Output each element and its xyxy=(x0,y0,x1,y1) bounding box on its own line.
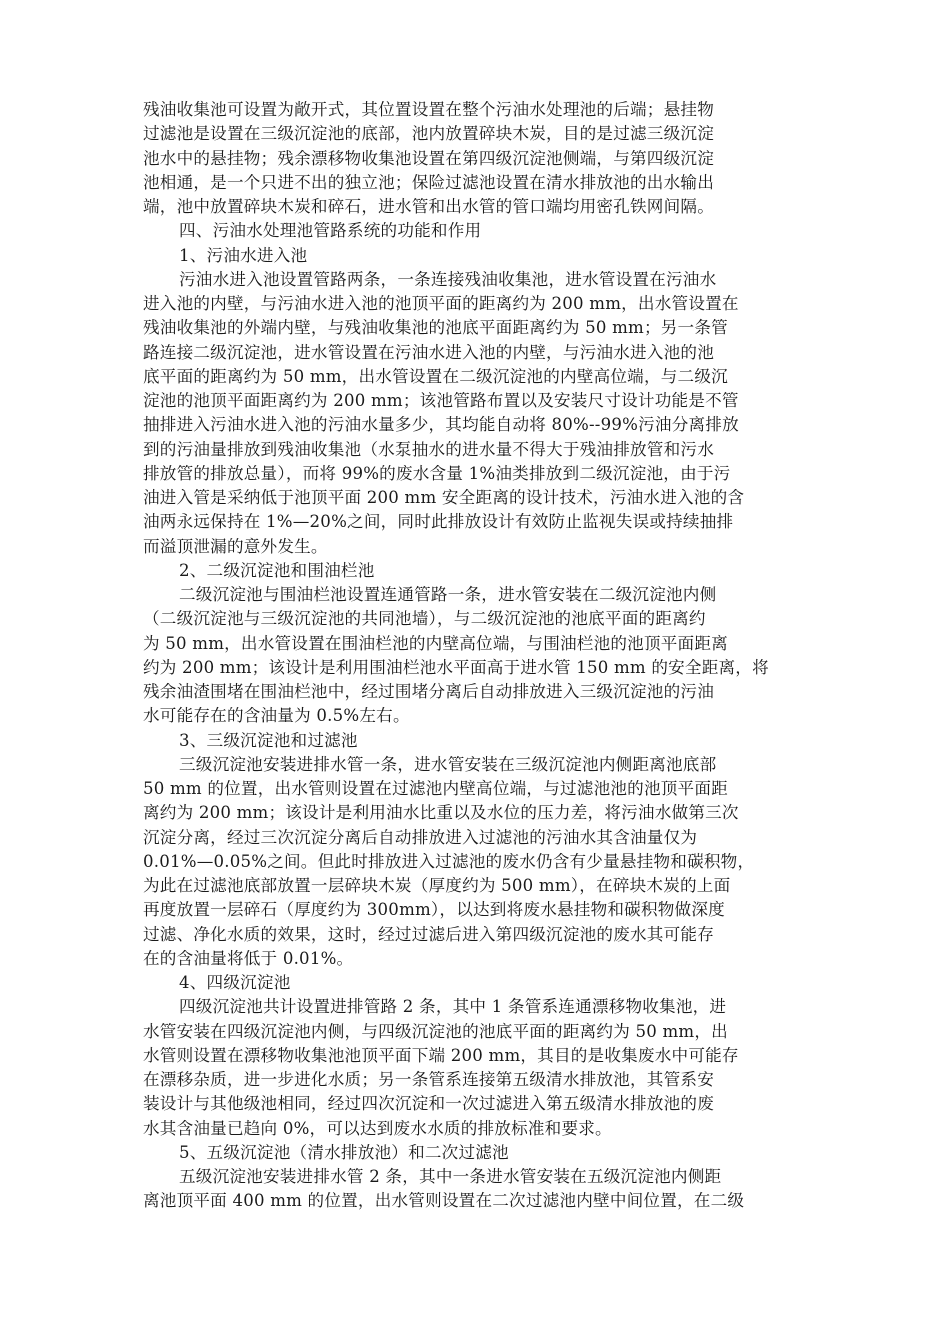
text-line: 50 mm 的位置，出水管则设置在过滤池内壁高位端，与过滤池池的池顶平面距 xyxy=(143,779,728,798)
text-line: 端，池中放置碎块木炭和碎石，进水管和出水管的管口端均用密孔铁网间隔。 xyxy=(143,197,714,216)
text-line: 5、五级沉淀池（清水排放池）和二次过滤池 xyxy=(179,1142,509,1162)
text-line: 4、四级沉淀池 xyxy=(179,973,291,992)
text-line: 过滤池是设置在三级沉淀池的底部，池内放置碎块木炭，目的是过滤三级沉淀 xyxy=(143,124,714,144)
text-line: 0.01%—0.05%之间。但此时排放进入过滤池的废水仍含有少量悬挂物和碳积物， xyxy=(143,851,755,871)
text-line: 水管则设置在漂移物收集池池顶平面下端 200 mm，其目的是收集废水中可能存 xyxy=(143,1045,739,1065)
text-line: 离池顶平面 400 mm 的位置，出水管则设置在二次过滤池内壁中间位置，在二级 xyxy=(143,1191,745,1211)
body-paragraph xyxy=(143,583,811,729)
text-line: 四、污油水处理池管路系统的功能和作用 xyxy=(179,221,482,241)
text-line: 过滤、净化水质的效果，这时，经过过滤后进入第四级沉淀池的废水其可能存 xyxy=(143,924,714,944)
text-line: 残油收集池可设置为敞开式，其位置设置在整个污油水处理池的后端；悬挂物 xyxy=(143,100,714,119)
text-line: 五级沉淀池安装进排水管 2 条，其中一条进水管安装在五级沉淀池内侧距 xyxy=(179,1167,722,1186)
body-paragraph xyxy=(143,268,811,559)
text-line: 约为 200 mm；该设计是利用围油栏池水平面高于进水管 150 mm 的安全距离，将 xyxy=(143,657,769,677)
section-heading xyxy=(143,559,811,583)
text-line: 水管安装在四级沉淀池内侧，与四级沉淀池的池底平面的距离约为 50 mm，出 xyxy=(143,1021,728,1041)
text-line: 水可能存在的含油量为 0.5%左右。 xyxy=(143,706,410,726)
document-body xyxy=(143,98,811,1214)
text-line: 污油水进入池设置管路两条，一条连接残油收集池，进水管设置在污油水 xyxy=(179,269,717,289)
section-heading xyxy=(143,244,811,268)
text-line: 离约为 200 mm；该设计是利用油水比重以及水位的压力差，将污油水做第三次 xyxy=(143,803,739,823)
text-line: 残余油渣围堵在围油栏池中，经过围堵分离后自动排放进入三级沉淀池的污油 xyxy=(143,682,714,701)
text-line: 油进入管是采纳低于池顶平面 200 mm 安全距离的设计技术，污油水进入池的含 xyxy=(143,488,745,507)
text-line: 路连接二级沉淀池，进水管设置在污油水进入池的内壁，与污油水进入池的池 xyxy=(143,342,714,362)
document-page xyxy=(143,98,811,1214)
body-paragraph xyxy=(143,753,811,971)
text-line: 水其含油量已趋向 0%，可以达到废水水质的排放标准和要求。 xyxy=(143,1118,612,1138)
text-line: 池相通，是一个只进不出的独立池；保险过滤池设置在清水排放池的出水输出 xyxy=(143,172,714,192)
section-heading xyxy=(143,729,811,753)
section-heading xyxy=(143,219,811,243)
text-line: 淀池的池顶平面距离约为 200 mm；该池管路布置以及安装尺寸设计功能是不管 xyxy=(143,391,739,410)
text-line: 油两永远保持在 1%—20%之间，同时此排放设计有效防止监视失误或持续抽排 xyxy=(143,512,734,532)
text-line: 池水中的悬挂物；残余漂移物收集池设置在第四级沉淀池侧端，与第四级沉淀 xyxy=(143,148,714,168)
text-line: 底平面的距离约为 50 mm，出水管设置在二级沉淀池的内壁高位端，与二级沉 xyxy=(143,366,728,386)
text-line: 二级沉淀池与围油栏池设置连通管路一条，进水管安装在二级沉淀池内侧 xyxy=(179,585,717,604)
text-line: 再度放置一层碎石（厚度约为 300mm），以达到将废水悬挂物和碳积物做深度 xyxy=(143,900,725,920)
text-line: 为此在过滤池底部放置一层碎块木炭（厚度约为 500 mm），在碎块木炭的上面 xyxy=(143,876,731,895)
text-line: 沉淀分离，经过三次沉淀分离后自动排放进入过滤池的污油水其含油量仅为 xyxy=(143,827,698,847)
text-line: 2、二级沉淀池和围油栏池 xyxy=(179,560,375,580)
text-line: 抽排进入污油水进入池的污油水量多少，其均能自动将 80%--99%污油分离排放 xyxy=(143,415,739,435)
text-line: 进入池的内壁，与污油水进入池的池顶平面的距离约为 200 mm，出水管设置在 xyxy=(143,294,739,313)
text-line: 在漂移杂质，进一步进化水质；另一条管系连接第五级清水排放池，其管系安 xyxy=(143,1070,714,1089)
text-line: 三级沉淀池安装进排水管一条，进水管安装在三级沉淀池内侧距离池底部 xyxy=(179,754,717,774)
text-line: 残油收集池的外端内壁，与残油收集池的池底平面距离约为 50 mm；另一条管 xyxy=(143,318,728,338)
text-line: 3、三级沉淀池和过滤池 xyxy=(179,730,358,750)
text-line: 四级沉淀池共计设置进排管路 2 条，其中 1 条管系连通漂移物收集池，进 xyxy=(179,997,727,1017)
text-line: 而溢顶泄漏的意外发生。 xyxy=(143,536,328,556)
body-paragraph xyxy=(143,995,811,1141)
text-line: 在的含油量将低于 0.01%。 xyxy=(143,948,354,968)
section-heading xyxy=(143,1141,811,1165)
body-paragraph xyxy=(143,98,811,219)
text-line: （二级沉淀池与三级沉淀池的共同池墙），与二级沉淀池的池底平面的距离约 xyxy=(143,609,706,629)
text-line: 为 50 mm，出水管设置在围油栏池的内壁高位端，与围油栏池的池顶平面距离 xyxy=(143,633,728,653)
text-line: 排放管的排放总量），而将 99%的废水含量 1%油类排放到二级沉淀池，由于污 xyxy=(143,463,731,483)
text-line: 1、污油水进入池 xyxy=(179,245,308,265)
body-paragraph xyxy=(143,1165,811,1214)
text-line: 装设计与其他级池相同，经过四次沉淀和一次过滤进入第五级清水排放池的废 xyxy=(143,1094,714,1114)
section-heading xyxy=(143,971,811,995)
text-line: 到的污油量排放到残油收集池（水泵抽水的进水量不得大于残油排放管和污水 xyxy=(143,439,714,459)
